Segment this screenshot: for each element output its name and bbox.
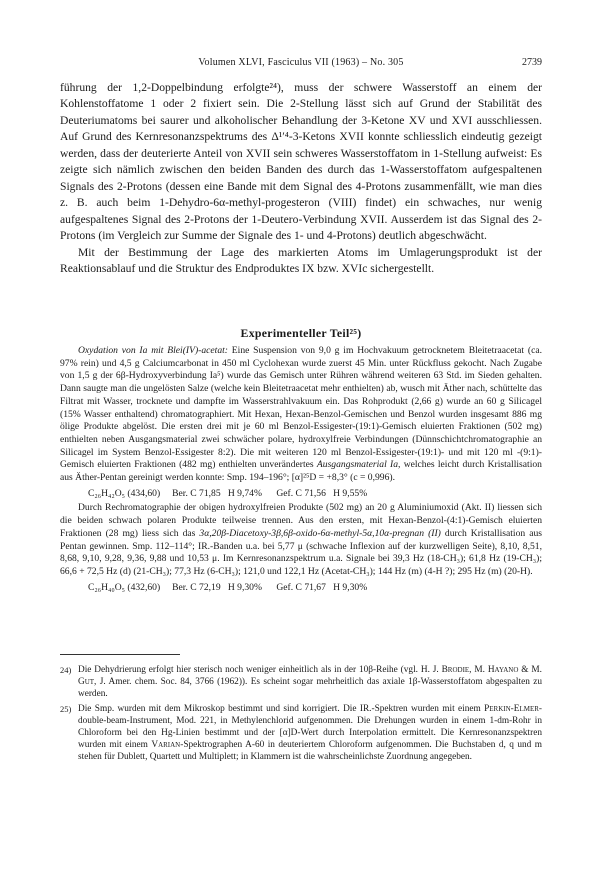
section-heading: Experimenteller Teil²⁵): [240, 326, 362, 340]
page-number: 2739: [522, 57, 542, 68]
elemental-analysis: C₂₆H₄₂O₅ (434,60) Ber. C 71,85 H 9,74% Gef. C 71,56 H 9,55%: [88, 487, 368, 499]
running-title: Volumen XLVI, Fasciculus VII (1963) – No. 305: [198, 57, 404, 68]
body-paragraph: Mit der Bestimmung der Lage des markierten Atoms im Umlagerungsprodukt ist der Reaktionsablauf und die Struktur des Endproduktes IX bzw. XVIc sichergestellt.: [60, 245, 542, 275]
instrument-brand: Varian: [151, 740, 181, 751]
footnote-marker: 25): [60, 703, 72, 714]
procedure-title: Oxydation von Ia mit Blei(IV)-acetat:: [78, 345, 228, 356]
procedure-text: welches leicht durch Kristallisation aus Äther-Pentan gereinigt werden konnte: Smp. 194–196°; [α]²⁵D = +8,3° (c = 0,996).: [60, 459, 542, 484]
page-header: [60, 55, 542, 71]
footnote-divider: [60, 654, 180, 655]
footnote-text: Die Smp. wurden mit dem Mikroskop bestimmt und sind korrigiert. Die IR.-Spektren wurden mit einem: [78, 703, 485, 714]
compound-name: 3α,20β-Diacetoxy-3β,6β-oxido-6α-methyl-5α,10α-pregnan (II): [199, 527, 441, 539]
procedure-text: Eine Suspension von 9,0 g im Hochvakuum getrocknetem Bleitetraacetat (ca. 97% rein) und 4,5 g Calciumcarbonat in 450 ml Cyclohexan wurde zuerst 45 Min. unter Rückfluss gekocht. Nach Zugabe von 1,5 g der 6β-Hydroxyverbindung Ia⁵) wurde das Gemisch unter Rühren während weiteren 63 Std. im Sieden gehalten. Dann saugte man die ungelösten Salze (welche kein Bleitetraacetat mehr enthielten) ab, wusch mit Äther nach, schüttelte das Filtrat mit Wasser, trocknete und dampfte im Wasserstrahlvakuum ein. Das Rohprodukt (2,66 g) wurde an 60 g Silicagel (15% Wasser enthaltend) chromatographiert. Mit Hexan, Hexan-Benzol-Gemischen und Benzol wurden insgesamt 886 mg ölige Produkte abgelöst. Die ersten drei mit je 60 ml Benzol-Essigester-(19:1)-Gemisch eluierten Fraktionen (502 mg) enthielten neben Ausgangsmaterial zwei schwächer polare, hydroxylfreie Verbindungen (Dünnschichtchromatographie an Silicagel im System Benzol-Essigester 8:2). Die mit weiteren 120 ml Benzol-Essigester-(19:1)- und mit 120 ml -(9:1)-Gemisch eluierten Fraktionen (482 mg) enthielten unverändertes: [60, 345, 543, 471]
compound-name: Ausgangsmaterial Ia,: [316, 459, 401, 471]
footnote-authors: Brodie, M. Hayano & M. Gut,: [78, 665, 542, 688]
footnote: [60, 664, 542, 701]
footnotes: [60, 664, 542, 766]
body-paragraph: führung der 1,2-Doppelbindung erfolgte²⁴), muss der schwere Wasserstoff an einem der Kohlenstoffatome 1 oder 2 fixiert sein. Die 2-Stellung lässt sich auf Grund der Stabilität des Deuteriumatoms bei saurer und alkoholischer Behandlung der 3-Ketone XV und XVI ausschliessen. Auf Grund des Kernresonanzspektrums des Δ¹′⁴-3-Ketons XVII konnte schliesslich eindeutig gezeigt werden, dass der deuterierte Anteil von XVII sein schweres Wasserstoffatom in 1-Stellung aufweist: Es zeigte sich nämlich zwischen den beiden Banden des durch das 1-Wasserstoffatom aufgespaltenen Signals des 2-Protons (dessen eine Bande mit dem Signal des 4-Protons zusammenfällt, wie man dies z. B. auch beim 1-Dehydro-6α-methyl-progesteron (VIII) findet) ein schwaches, nur wenig aufgespaltenes Signal des 2-Protons der 1-Deutero-Verbindung XVII. Ausserdem ist das Signal des 2-Protons (im Vergleich zur Summe der Signale des 1- und 4-Protons) deutlich abgeschwächt.: [60, 81, 542, 243]
experimental-paragraph: [60, 502, 542, 578]
main-text: [60, 80, 542, 277]
procedure-text: durch Kristallisation aus Pentan gewinnen. Smp. 112–114°; IR.-Banden u.a. bei 5,77 μ (schwache Inflexion auf der kurzwelligen Seite), 8,10, 8,51, 8,68, 9,10, 9,28, 9,36, 9,88 und 10,53 μ. Im Kernresonanzspektrum u.a. Signale bei 39,3 Hz (18-CH₃); 61,8 Hz (19-CH₃); 66,6 + 72,5 Hz (d) (21-CH₃); 77,3 Hz (6-CH₃); 121,0 und 122,1 Hz (Acetat-CH₃); 144 Hz (m) (4-H ?); 295 Hz (m) (20-H).: [60, 527, 543, 577]
experimental-section: [60, 345, 542, 596]
instrument-brand: Perkin-Elmer: [484, 703, 539, 714]
procedure-text: Durch Rechromatographie der obigen hydroxylfreien Produkte (502 mg) an 20 g Aluminiumoxid (Akt. II) liessen sich die beiden schwach polaren Produkte teilweise trennen. Aus den ersten, mit Hexan-Benzol-(4:1)-Gemisch eluierten Fraktionen (28 mg) liess sich das: [60, 502, 542, 539]
footnote-text: -Spektrographen A-60 in deuteriertem Chloroform aufgenommen. Die Buchstaben d, q und m stehen für Dublett, Quartett und Multiplett; in Klammern ist die wahrscheinlichste Zuordnung angegeben.: [78, 740, 542, 763]
footnote-marker: 24): [60, 665, 72, 675]
footnote-text: J. Amer. chem. Soc. 84, 3766 (1962)). Es scheint sogar mehrheitlich das axiale 1β-Wasserstoffatom abgespalten zu werden.: [78, 677, 542, 700]
footnote-text: -double-beam-Instrument, Mod. 221, in Methylenchlorid aufgenommen. Die Drehungen wurden in einem 1-dm-Rohr in Chloroform bei den Hg-Linien bestimmt und der [α]D-Wert durch Interpolation ermittelt. Die Kernresonanzspektren wurden mit einem: [78, 703, 542, 751]
footnote-text: Die Dehydrierung erfolgt hier sterisch noch weniger einheitlich als in der 10β-Reihe (vgl. H. J.: [78, 665, 442, 675]
footnote: [60, 703, 542, 764]
elemental-analysis: C₂₆H₄₀O₅ (432,60) Ber. C 72,19 H 9,30% Gef. C 71,67 H 9,30%: [88, 581, 368, 593]
experimental-paragraph: [60, 345, 542, 485]
